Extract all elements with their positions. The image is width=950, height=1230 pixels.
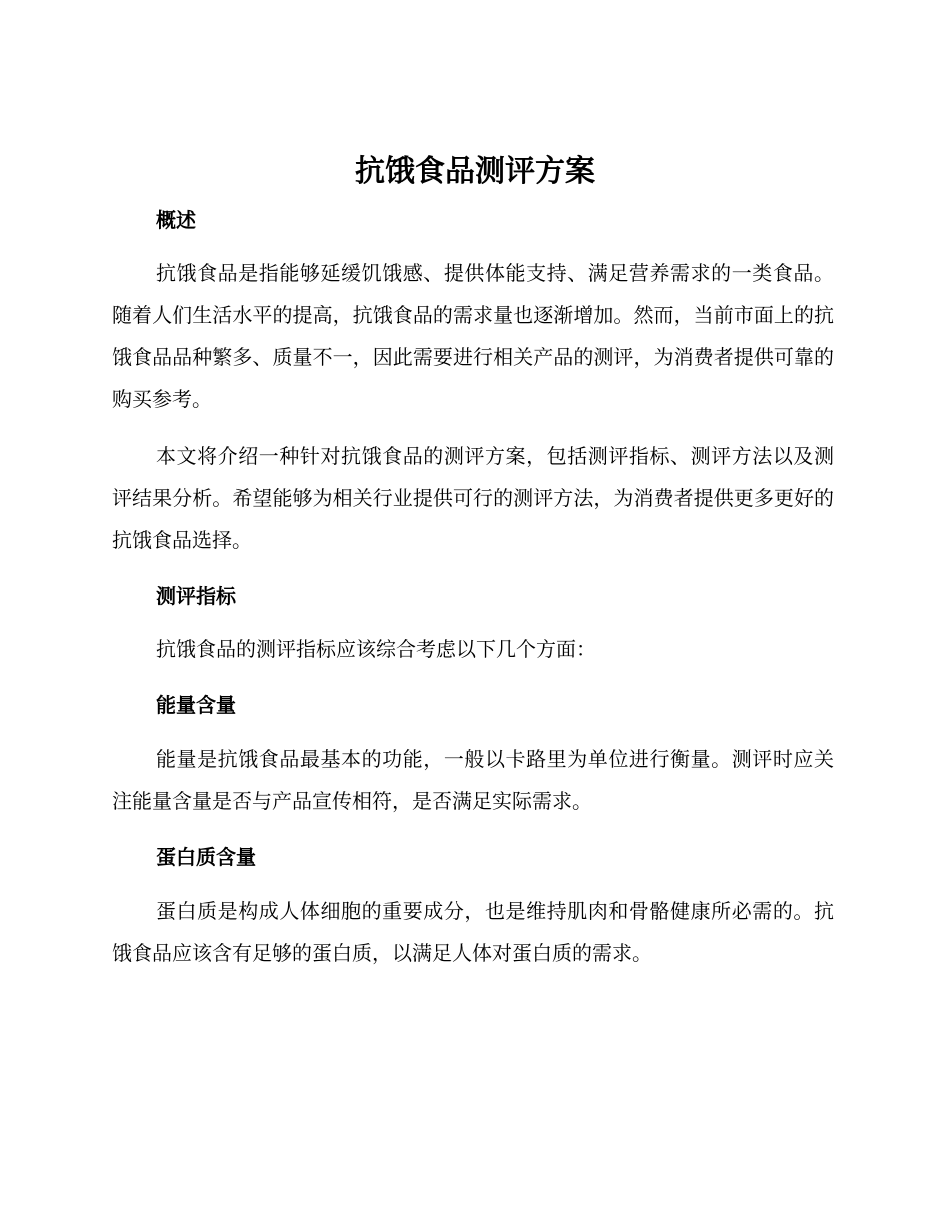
section-heading-protein: 蛋白质含量: [156, 845, 256, 869]
section-heading-metrics: 测评指标: [156, 584, 236, 608]
section-heading-energy: 能量含量: [156, 693, 236, 717]
paragraph-metrics-1: 抗饿食品的测评指标应该综合考虑以下几个方面：: [156, 637, 596, 661]
paragraph-protein-1: 蛋白质是构成人体细胞的重要成分，也是维持肌肉和骨骼健康所必需的。抗饿食品应该含有足够的蛋白质，以满足人体对蛋白质的需求。: [112, 899, 834, 965]
paragraph-overview-2: 本文将介绍一种针对抗饿食品的测评方案，包括测评指标、测评方法以及测评结果分析。希望能够为相关行业提供可行的测评方法，为消费者提供更多更好的抗饿食品选择。: [112, 444, 834, 552]
paragraph-overview-1: 抗饿食品是指能够延缓饥饿感、提供体能支持、满足营养需求的一类食品。随着人们生活水平的提高，抗饿食品的需求量也逐渐增加。然而，当前市面上的抗饿食品品种繁多、质量不一，因此需要进行相关产品的测评，为消费者提供可靠的购买参考。: [112, 261, 834, 411]
document-title: 抗饿食品测评方案: [355, 154, 595, 189]
section-heading-overview: 概述: [156, 208, 196, 232]
paragraph-energy-1: 能量是抗饿食品最基本的功能，一般以卡路里为单位进行衡量。测评时应关注能量含量是否与产品宣传相符，是否满足实际需求。: [112, 747, 834, 813]
